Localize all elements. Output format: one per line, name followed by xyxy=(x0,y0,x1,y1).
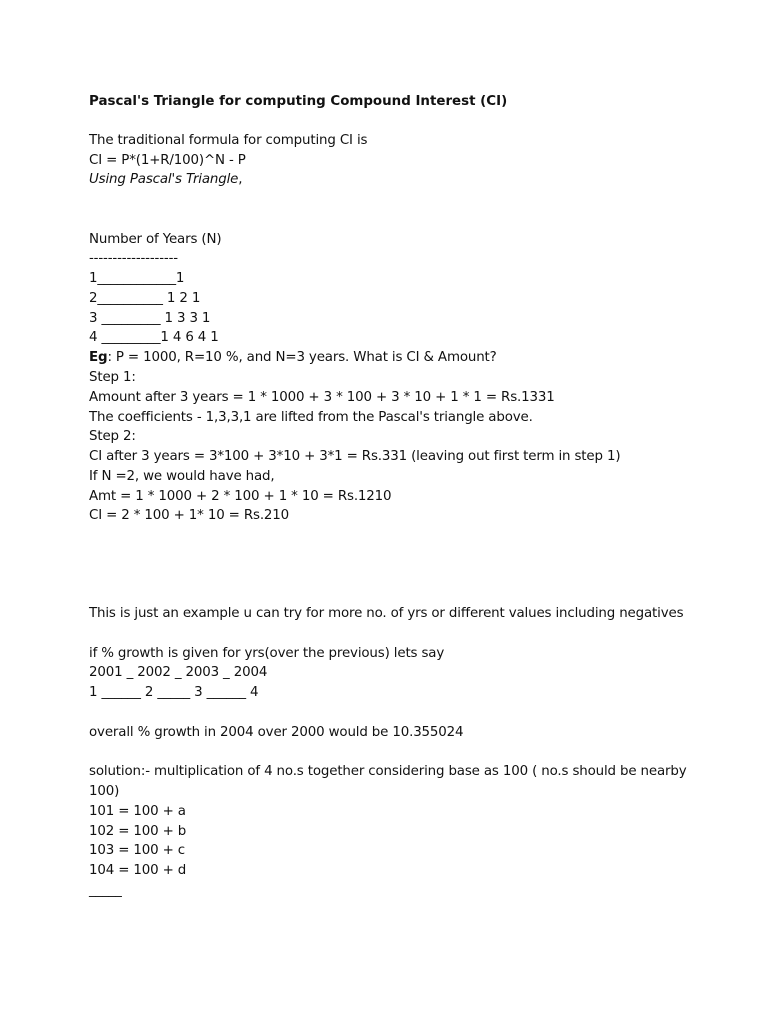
using-pascal-line xyxy=(89,170,242,190)
example-line xyxy=(89,348,497,368)
solution-line: 103 = 100 + c xyxy=(89,843,185,858)
step-line: Step 1: xyxy=(89,370,136,385)
growth-line: if % growth is given for yrs(over the previous) lets say xyxy=(89,646,445,661)
triangle-row: 3 _________ 1 3 3 1 xyxy=(89,311,211,326)
solution-line: 104 = 100 + d xyxy=(89,863,187,878)
step-line: CI = 2 * 100 + 1* 10 = Rs.210 xyxy=(89,508,290,523)
solution-line: 102 = 100 + b xyxy=(89,824,187,839)
example-label: Eg xyxy=(89,350,108,365)
formula-line: CI = P*(1+R/100)^N - P xyxy=(89,153,246,168)
step-line: Step 2: xyxy=(89,429,136,444)
using-pascal-suffix: , xyxy=(238,172,243,187)
triangle-row: 2__________ 1 2 1 xyxy=(89,291,201,306)
solution-line: 100) xyxy=(89,784,120,799)
growth-line: 2001 _ 2002 _ 2003 _ 2004 xyxy=(89,665,268,680)
solution-line: solution:- multiplication of 4 no.s together considering base as 100 ( no.s should be nearby xyxy=(89,764,687,779)
divider-line: ------------------- xyxy=(89,251,178,266)
document-title: Pascal's Triangle for computing Compound Interest (CI) xyxy=(89,94,508,109)
triangle-row: 4 _________1 4 6 4 1 xyxy=(89,330,219,345)
years-heading: Number of Years (N) xyxy=(89,232,222,247)
step-line: If N =2, we would have had, xyxy=(89,469,275,484)
note-line: This is just an example u can try for more no. of yrs or different values including negatives xyxy=(89,606,684,621)
step-line: Amt = 1 * 1000 + 2 * 100 + 1 * 10 = Rs.1210 xyxy=(89,489,392,504)
growth-line: 1 ______ 2 _____ 3 ______ 4 xyxy=(89,685,259,700)
solution-line: 101 = 100 + a xyxy=(89,804,186,819)
solution-line: _____ xyxy=(89,883,122,898)
overall-line: overall % growth in 2004 over 2000 would be 10.355024 xyxy=(89,725,464,740)
example-text: : P = 1000, R=10 %, and N=3 years. What is CI & Amount? xyxy=(107,350,497,365)
step-line: The coefficients - 1,3,3,1 are lifted from the Pascal's triangle above. xyxy=(89,410,533,425)
intro-line: The traditional formula for computing CI is xyxy=(89,133,368,148)
step-line: Amount after 3 years = 1 * 1000 + 3 * 100 + 3 * 10 + 1 * 1 = Rs.1331 xyxy=(89,390,555,405)
step-line: CI after 3 years = 3*100 + 3*10 + 3*1 = Rs.331 (leaving out first term in step 1) xyxy=(89,449,621,464)
using-pascal-text: Using Pascal's Triangle xyxy=(89,172,239,187)
triangle-row: 1____________1 xyxy=(89,271,185,286)
